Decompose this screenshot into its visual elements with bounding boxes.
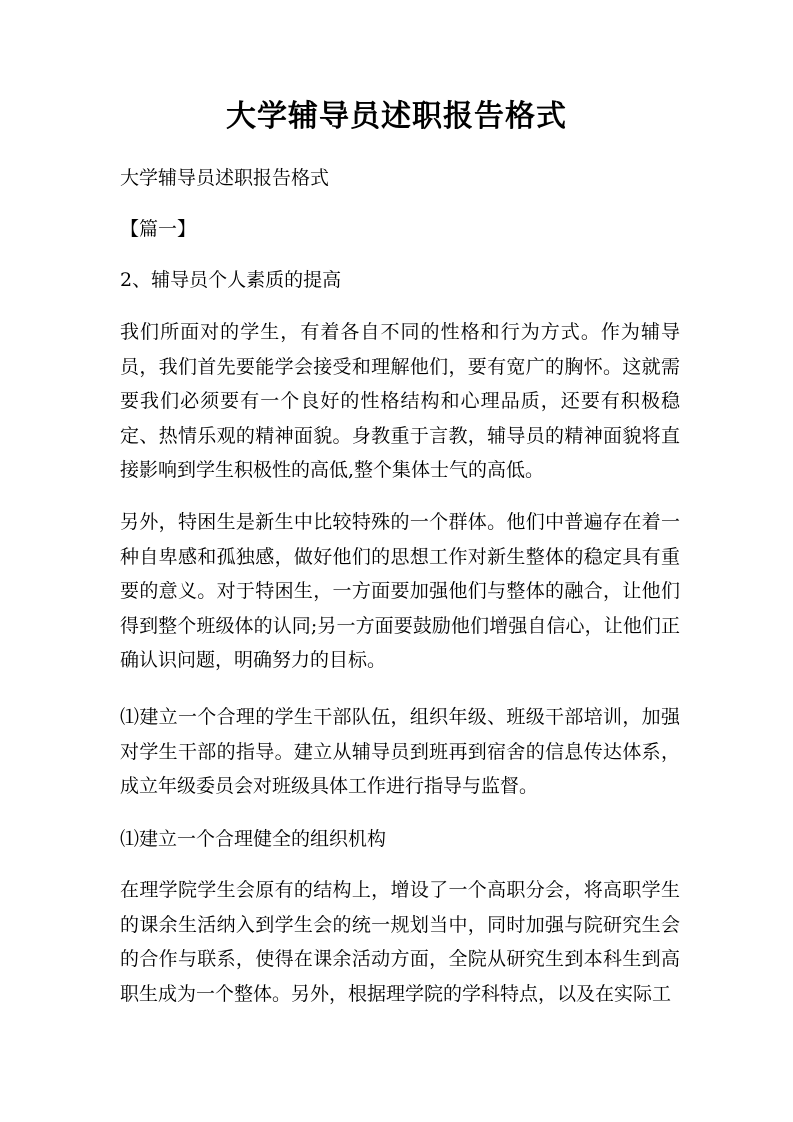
document-title: 大学辅导员述职报告格式 [226,99,567,134]
body-paragraph: 在理学院学生会原有的结构上，增设了一个高职分会，将高职学生的课余生活纳入到学生会的统一规划当中，同时加强与院研究生会的合作与联系，使得在课余活动方面，全院从研究生到本科生到高职生成为一个整体。另外，根据理学院的学科特点，以及在实际工 [120,879,680,1005]
body-paragraph: 我们所面对的学生，有着各自不同的性格和行为方式。作为辅导员，我们首先要能学会接受和理解他们，要有宽广的胸怀。这就需要我们必须要有一个良好的性格结构和心理品质，还要有积极稳定、热情乐观的精神面貌。身教重于言教，辅导员的精神面貌将直接影响到学生积极性的高低,整个集体士气的高低。 [120,321,680,481]
body-paragraph: 另外，特困生是新生中比较特殊的一个群体。他们中普遍存在着一种自卑感和孤独感，做好他们的思想工作对新生整体的稳定具有重要的意义。对于特困生，一方面要加强他们与整体的融合，让他们得到整个班级体的认同;另一方面要鼓励他们增强自信心，让他们正确认识问题，明确努力的目标。 [120,511,680,671]
section-heading: 2、辅导员个人素质的提高 [120,269,342,291]
numbered-heading: ⑴建立一个合理健全的组织机构 [120,828,387,850]
numbered-paragraph: ⑴建立一个合理的学生干部队伍，组织年级、班级干部培训，加强对学生干部的指导。建立从辅导员到班再到宿舍的信息传达体系，成立年级委员会对班级具体工作进行指导与监督。 [120,706,680,797]
section-label: 【篇一】 [120,218,197,240]
document-subtitle: 大学辅导员述职报告格式 [120,167,330,189]
